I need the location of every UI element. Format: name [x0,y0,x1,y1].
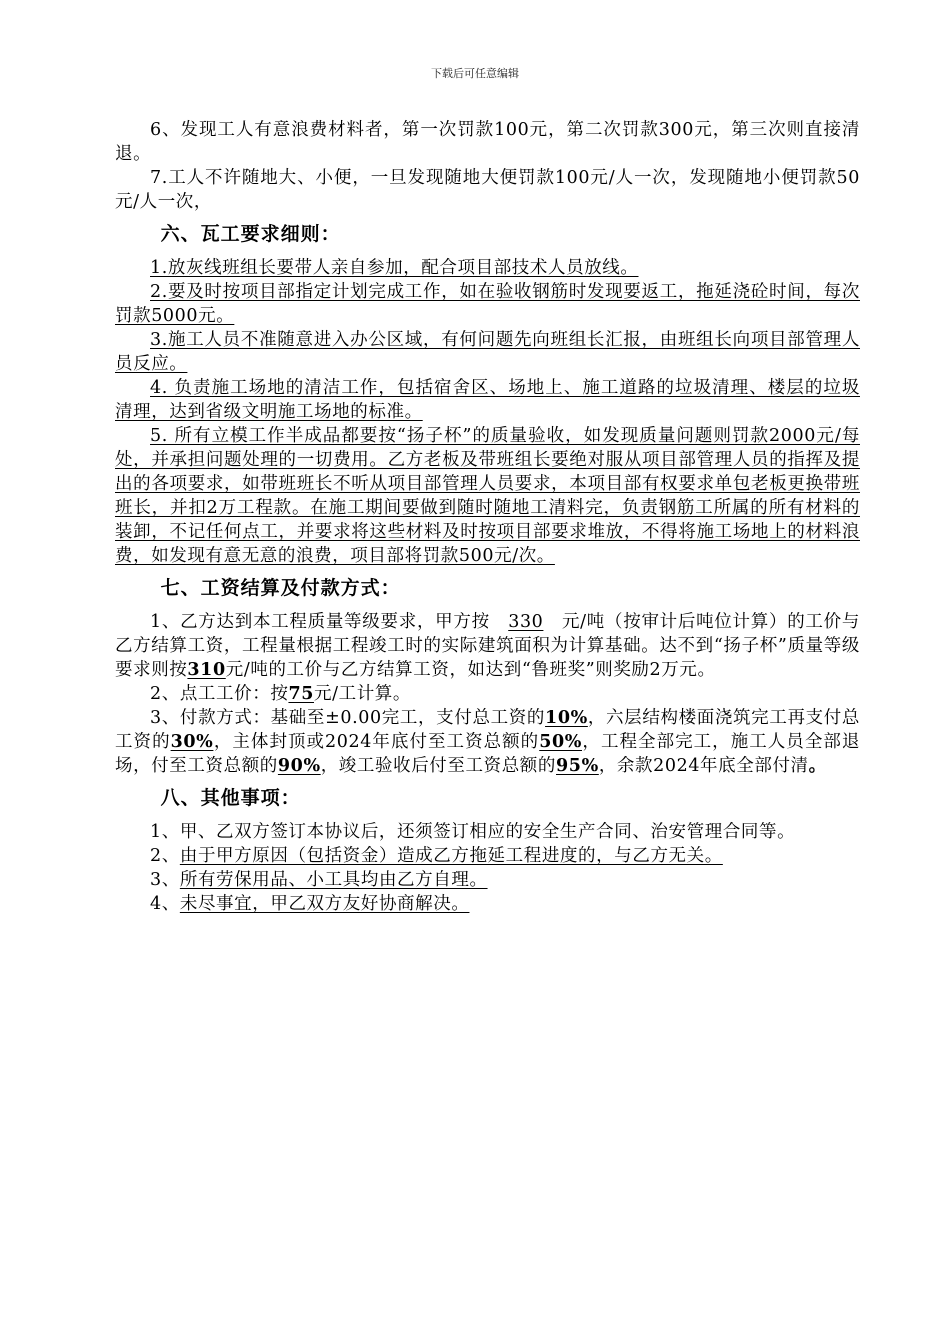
section-8-item-3: 3、所有劳保用品、小工具均由乙方自理。 [150,870,488,890]
section-heading-8: 八、其他事项： [160,787,301,809]
reduced-price-field: 310 [187,660,226,680]
section-6-item-3: 3.施工人员不准随意进入办公区域，有何问题先向班组长汇报，由班组长向项目部管理人员反应。 [115,330,860,374]
section-heading-7: 七、工资结算及付款方式： [160,577,401,599]
section-6-item-1: 1.放灰线班组长要带人亲自参加，配合项目部技术人员放线。 [150,258,639,278]
section-heading-6: 六、瓦工要求细则： [160,223,341,245]
section-8-item-2: 2、由于甲方原因（包括资金）造成乙方拖延工程进度的，与乙方无关。 [150,846,723,866]
section-6-item-2: 2.要及时按项目部指定计划完成工作，如在验收钢筋时发现要返工，拖延浇砼时间，每次罚款5000元。 [115,282,860,326]
wage-settlement-paragraph: 1、乙方达到本工程质量等级要求，甲方按 330 元/吨（按审计后吨位计算）的工价与乙方结算工资，工程量根据工程竣工时的实际建筑面积为计算基础。达不到“扬子杯”质量等级要求则按310元/吨的工价与乙方结算工资，如达到“鲁班奖”则奖励2万元。 [115,612,860,680]
rule-6: 6、发现工人有意浪费材料者，第一次罚款100元，第二次罚款300元，第三次则直接清退。 [115,120,860,164]
section-8-item-4: 4、未尽事宜，甲乙双方友好协商解决。 [150,894,470,914]
day-labor-price-field: 75 [288,684,314,704]
section-6-item-5: 5. 所有立模工作半成品都要按“扬子杯”的质量验收，如发现质量问题则罚款2000元/每处，并承担问题处理的一切费用。乙方老板及带班组长要绝对服从项目部管理人员的指挥及提出的各项要求，如带班班长不听从项目部管理人员要求，本项目部有权要求单包老板更换带班班长，并扣2万工程款。在施工期间要做到随时随地工清料完，负责钢筋工所属的所有材料的装卸，不记任何点工，并要求将这些材料及时按项目部要求堆放，不得将施工场地上的材料浪费，如发现有意无意的浪费，项目部将罚款500元/次。 [115,426,860,566]
section-6-item-4: 4. 负责施工场地的清洁工作，包括宿舍区、场地上、施工道路的垃圾清理、楼层的垃圾清理，达到省级文明施工场地的标准。 [115,378,860,422]
rule-7: 7.工人不许随地大、小便，一旦发现随地大便罚款100元/人一次，发现随地小便罚款50元/人一次， [115,168,860,212]
page-header: 下载后可任意编辑 [431,67,519,80]
document-body [115,118,860,916]
payment-terms-paragraph: 3、付款方式：基础至±0.00完工，支付总工资的10%，六层结构楼面浇筑完工再支付总工资的30%，主体封顶或2024年底付至工资总额的50%，工程全部完工，施工人员全部退场，付至工资总额的90%，竣工验收后付至工资总额的95%，余款2024年底全部付清。 [115,708,860,776]
day-labor-paragraph: 2、点工工价：按75元/工计算。 [150,684,411,704]
section-8-item-1: 1、甲、乙双方签订本协议后，还须签订相应的安全生产合同、治安管理合同等。 [150,822,796,842]
unit-price-field: 330 [508,612,544,632]
